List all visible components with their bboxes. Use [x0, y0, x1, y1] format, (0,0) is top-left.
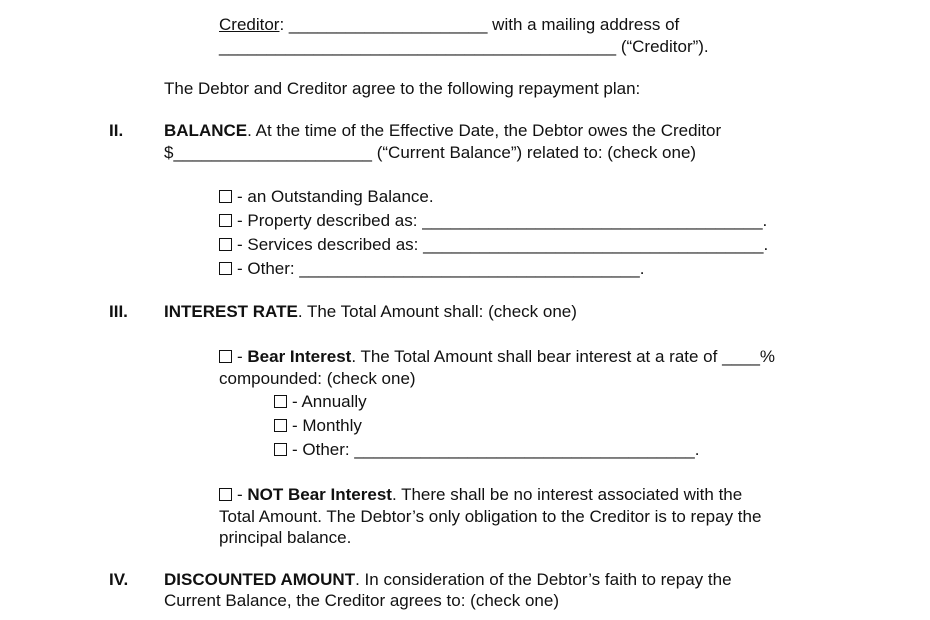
compound-option-monthly: [274, 415, 362, 436]
section-4-line-2: Current Balance, the Creditor agrees to: (check one): [164, 591, 559, 610]
creditor-label: Creditor: [219, 15, 280, 34]
creditor-line-1-text: : _____________________ with a mailing address of: [279, 15, 680, 34]
section-3-line-1: [164, 301, 577, 322]
balance-option-other-label: - Other: ____________________________________.: [237, 259, 645, 278]
section-4-heading: DISCOUNTED AMOUNT: [164, 570, 356, 589]
balance-option-outstanding: [219, 186, 434, 207]
checkbox-balance-other[interactable]: [219, 262, 232, 275]
section-2-line-1: [164, 120, 721, 141]
checkbox-services[interactable]: [219, 238, 232, 251]
balance-option-outstanding-label: - an Outstanding Balance.: [237, 187, 434, 206]
checkbox-outstanding[interactable]: [219, 190, 232, 203]
section-3-heading: INTEREST RATE: [164, 302, 298, 321]
bear-interest-prefix: -: [237, 347, 248, 366]
not-bear-interest-label: NOT Bear Interest: [247, 485, 392, 504]
creditor-line-2: __________________________________________ (“Creditor”).: [219, 37, 709, 56]
checkbox-bear-interest[interactable]: [219, 350, 232, 363]
balance-option-property-label: - Property described as: ____________________________________.: [237, 211, 768, 230]
not-bear-interest-prefix: -: [237, 485, 248, 504]
balance-option-services: [219, 234, 768, 255]
compound-option-annually-label: - Annually: [292, 392, 367, 411]
compound-option-monthly-label: - Monthly: [292, 416, 362, 435]
section-4-numeral: IV.: [109, 570, 129, 589]
section-2-text-1: . At the time of the Effective Date, the Debtor owes the Creditor: [247, 121, 722, 140]
section-4-text-1: . In consideration of the Debtor’s faith to repay the: [355, 570, 732, 589]
section-3-text: . The Total Amount shall: (check one): [297, 302, 577, 321]
section-3-numeral: III.: [109, 302, 128, 321]
balance-option-property: [219, 210, 767, 231]
checkbox-annually[interactable]: [274, 395, 287, 408]
balance-option-other: [219, 258, 644, 279]
compound-option-other: [274, 439, 699, 460]
creditor-line-1: [219, 14, 679, 35]
section-2-heading: BALANCE: [164, 121, 248, 140]
section-4-line-1: [164, 569, 732, 590]
bear-interest-label: Bear Interest: [247, 347, 352, 366]
not-bear-interest-text-1: . There shall be no interest associated with the: [391, 485, 743, 504]
not-bear-interest-line-1: [219, 484, 742, 505]
not-bear-interest-line-2: Total Amount. The Debtor’s only obligation to the Creditor is to repay the: [219, 507, 762, 526]
compound-option-other-label: - Other: ____________________________________.: [292, 440, 700, 459]
checkbox-monthly[interactable]: [274, 419, 287, 432]
section-2-line-2: $_____________________ (“Current Balance”) related to: (check one): [164, 143, 697, 162]
bear-interest-line-2: compounded: (check one): [219, 369, 416, 388]
bear-interest-text-1: . The Total Amount shall bear interest at a rate of ____%: [351, 347, 776, 366]
bear-interest-line-1: [219, 346, 775, 367]
compound-option-annually: [274, 391, 367, 412]
checkbox-property[interactable]: [219, 214, 232, 227]
not-bear-interest-line-3: principal balance.: [219, 528, 352, 547]
section-2-numeral: II.: [109, 121, 124, 140]
checkbox-compound-other[interactable]: [274, 443, 287, 456]
balance-option-services-label: - Services described as: ____________________________________.: [237, 235, 769, 254]
intro-text: The Debtor and Creditor agree to the following repayment plan:: [164, 79, 641, 98]
checkbox-not-bear-interest[interactable]: [219, 488, 232, 501]
